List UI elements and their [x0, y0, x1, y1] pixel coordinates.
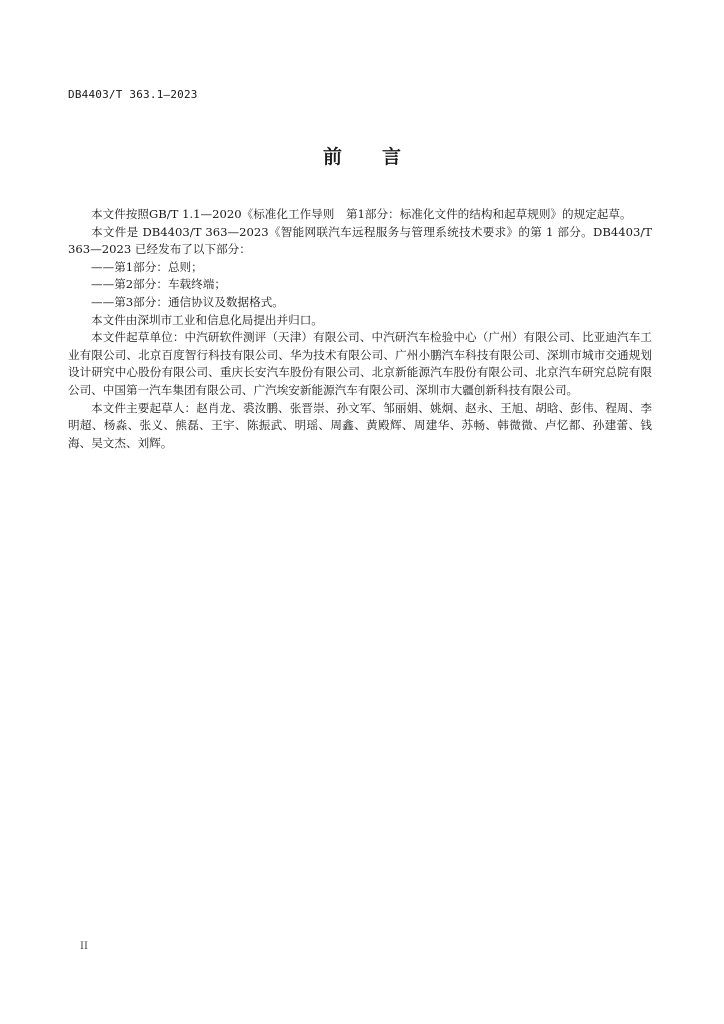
title-char-2: 言: [382, 146, 402, 168]
list-item-part-1: ——第1部分：总则；: [91, 259, 203, 274]
title-char-1: 前: [322, 146, 342, 168]
paragraph-drafting-units: 本文件起草单位：中汽研软件测评（天津）有限公司、中汽研汽车检验中心（广州）有限公司、比亚迪汽车工业有限公司、北京百度智行科技有限公司、华为技术有限公司、广州小鹏汽车科技有限公司、深圳市城市交通规划设计研究中心股份有限公司、重庆长安汽车股份有限公司、北京新能源汽车股份有限公司、北京汽车研究总院有限公司、中国第一汽车集团有限公司、广汽埃安新能源汽车有限公司、深圳市大疆创新科技有限公司。: [68, 330, 652, 397]
paragraph-part-statement: 本文件是 DB4403/T 363—2023《智能网联汽车远程服务与管理系统技术要求》的第 1 部分。DB4403/T 363—2023 已经发布了以下部分：: [68, 224, 652, 257]
paragraph-drafting-rules: 本文件按照GB/T 1.1—2020《标准化工作导则 第1部分：标准化文件的结构和起草规则》的规定起草。: [91, 207, 632, 221]
foreword-body: [68, 206, 652, 452]
paragraph-proposer: 本文件由深圳市工业和信息化局提出并归口。: [91, 312, 323, 327]
page-number: II: [80, 941, 88, 952]
paragraph-drafters: 本文件主要起草人：赵肖龙、裘汝鹏、张晋崇、孙文军、邹丽娟、姚炯、赵永、王旭、胡晗、彭伟、程周、李明超、杨淼、张义、熊磊、王宇、陈振武、明瑶、周鑫、黄殿辉、周建华、苏畅、韩微微、卢忆都、孙建蕾、钱海、吴文杰、刘辉。: [68, 400, 652, 450]
page-title: [0, 142, 724, 169]
list-item-part-2: ——第2部分：车载终端；: [91, 277, 226, 292]
list-item-part-3: ——第3部分：通信协议及数据格式。: [91, 294, 284, 309]
document-code: DB4403/T 363.1—2023: [68, 88, 198, 101]
